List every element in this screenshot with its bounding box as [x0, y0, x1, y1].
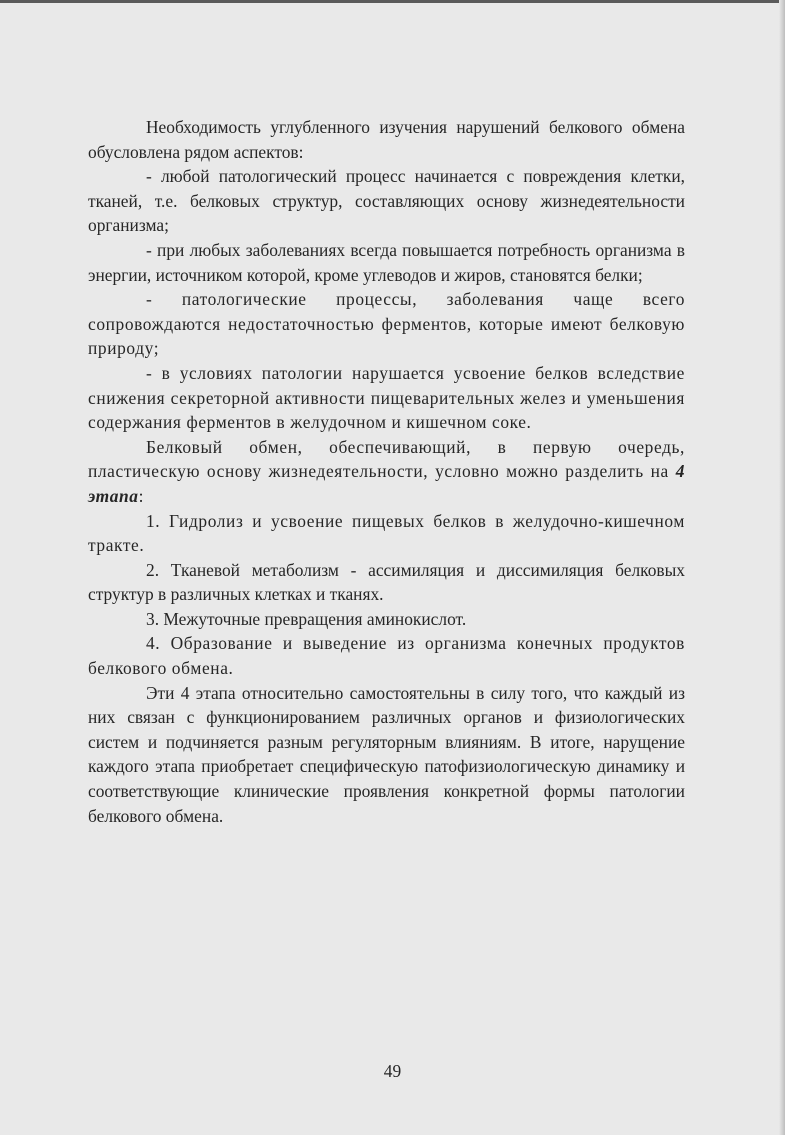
paragraph-conclusion: Эти 4 этапа относительно самостоятельны в силу того, что каждый из них связан с функционированием различных органов и физиологических систем и подчиняется разным регуляторным влияниям. В итоге, нарущение каждого этапа приобретает специфическую патофизиологическую динамику и соответствующие клинические проявления конкретной формы патологии белкового обмена.: [88, 682, 685, 826]
stages-count-emphasis: 4 этапа: [88, 461, 685, 506]
stage-item-2: 2. Тканевой метаболизм - ассимиляция и диссимиляция белковых структур в различных клетках и тканях.: [88, 559, 685, 605]
paragraph-intro: Необходимость углубленного изучения нарушений белкового обмена обусловлена рядом аспектов:: [88, 117, 685, 162]
scan-border-right: [779, 0, 785, 1135]
stages-intro-text: Белковый обмен, обеспечивающий, в первую очередь, пластическую основу жизнедеятельности, условно можно разделить на: [88, 436, 685, 482]
page-body: [88, 115, 685, 828]
stage-item-3: 3. Межуточные превращения аминокислот.: [146, 608, 467, 629]
paragraph-aspect-damage: - любой патологический процесс начинается с повреждения клетки, тканей, т.е. белковых структур, составляющих основу жизнедеятельности организма;: [88, 166, 685, 236]
paragraph-aspect-enzymes: - патологические процессы, заболевания чаще всего сопровождаются недостаточностью ферментов, которые имеют белковую природу;: [88, 289, 685, 359]
stage-item-4: 4. Образование и выведение из организма конечных продуктов белкового обмена.: [88, 633, 685, 679]
stages-intro-colon: :: [138, 485, 145, 506]
stage-item-1: 1. Гидролиз и усвоение пищевых белков в желудочно-кишечном тракте.: [88, 510, 685, 556]
paragraph-stages-intro: [88, 435, 685, 509]
page-number: 49: [383, 1061, 402, 1081]
paragraph-aspect-energy: - при любых заболеваниях всегда повышается потребность организма в энергии, источником которой, кроме углеводов и жиров, становятся белки;: [88, 239, 685, 285]
paragraph-aspect-absorption: - в условиях патологии нарушается усвоение белков вследствие снижения секреторной активности пищеварительных желез и уменьшения содержания ферментов в желудочном и кишечном соке.: [88, 362, 685, 433]
scan-border-top: [0, 0, 785, 3]
